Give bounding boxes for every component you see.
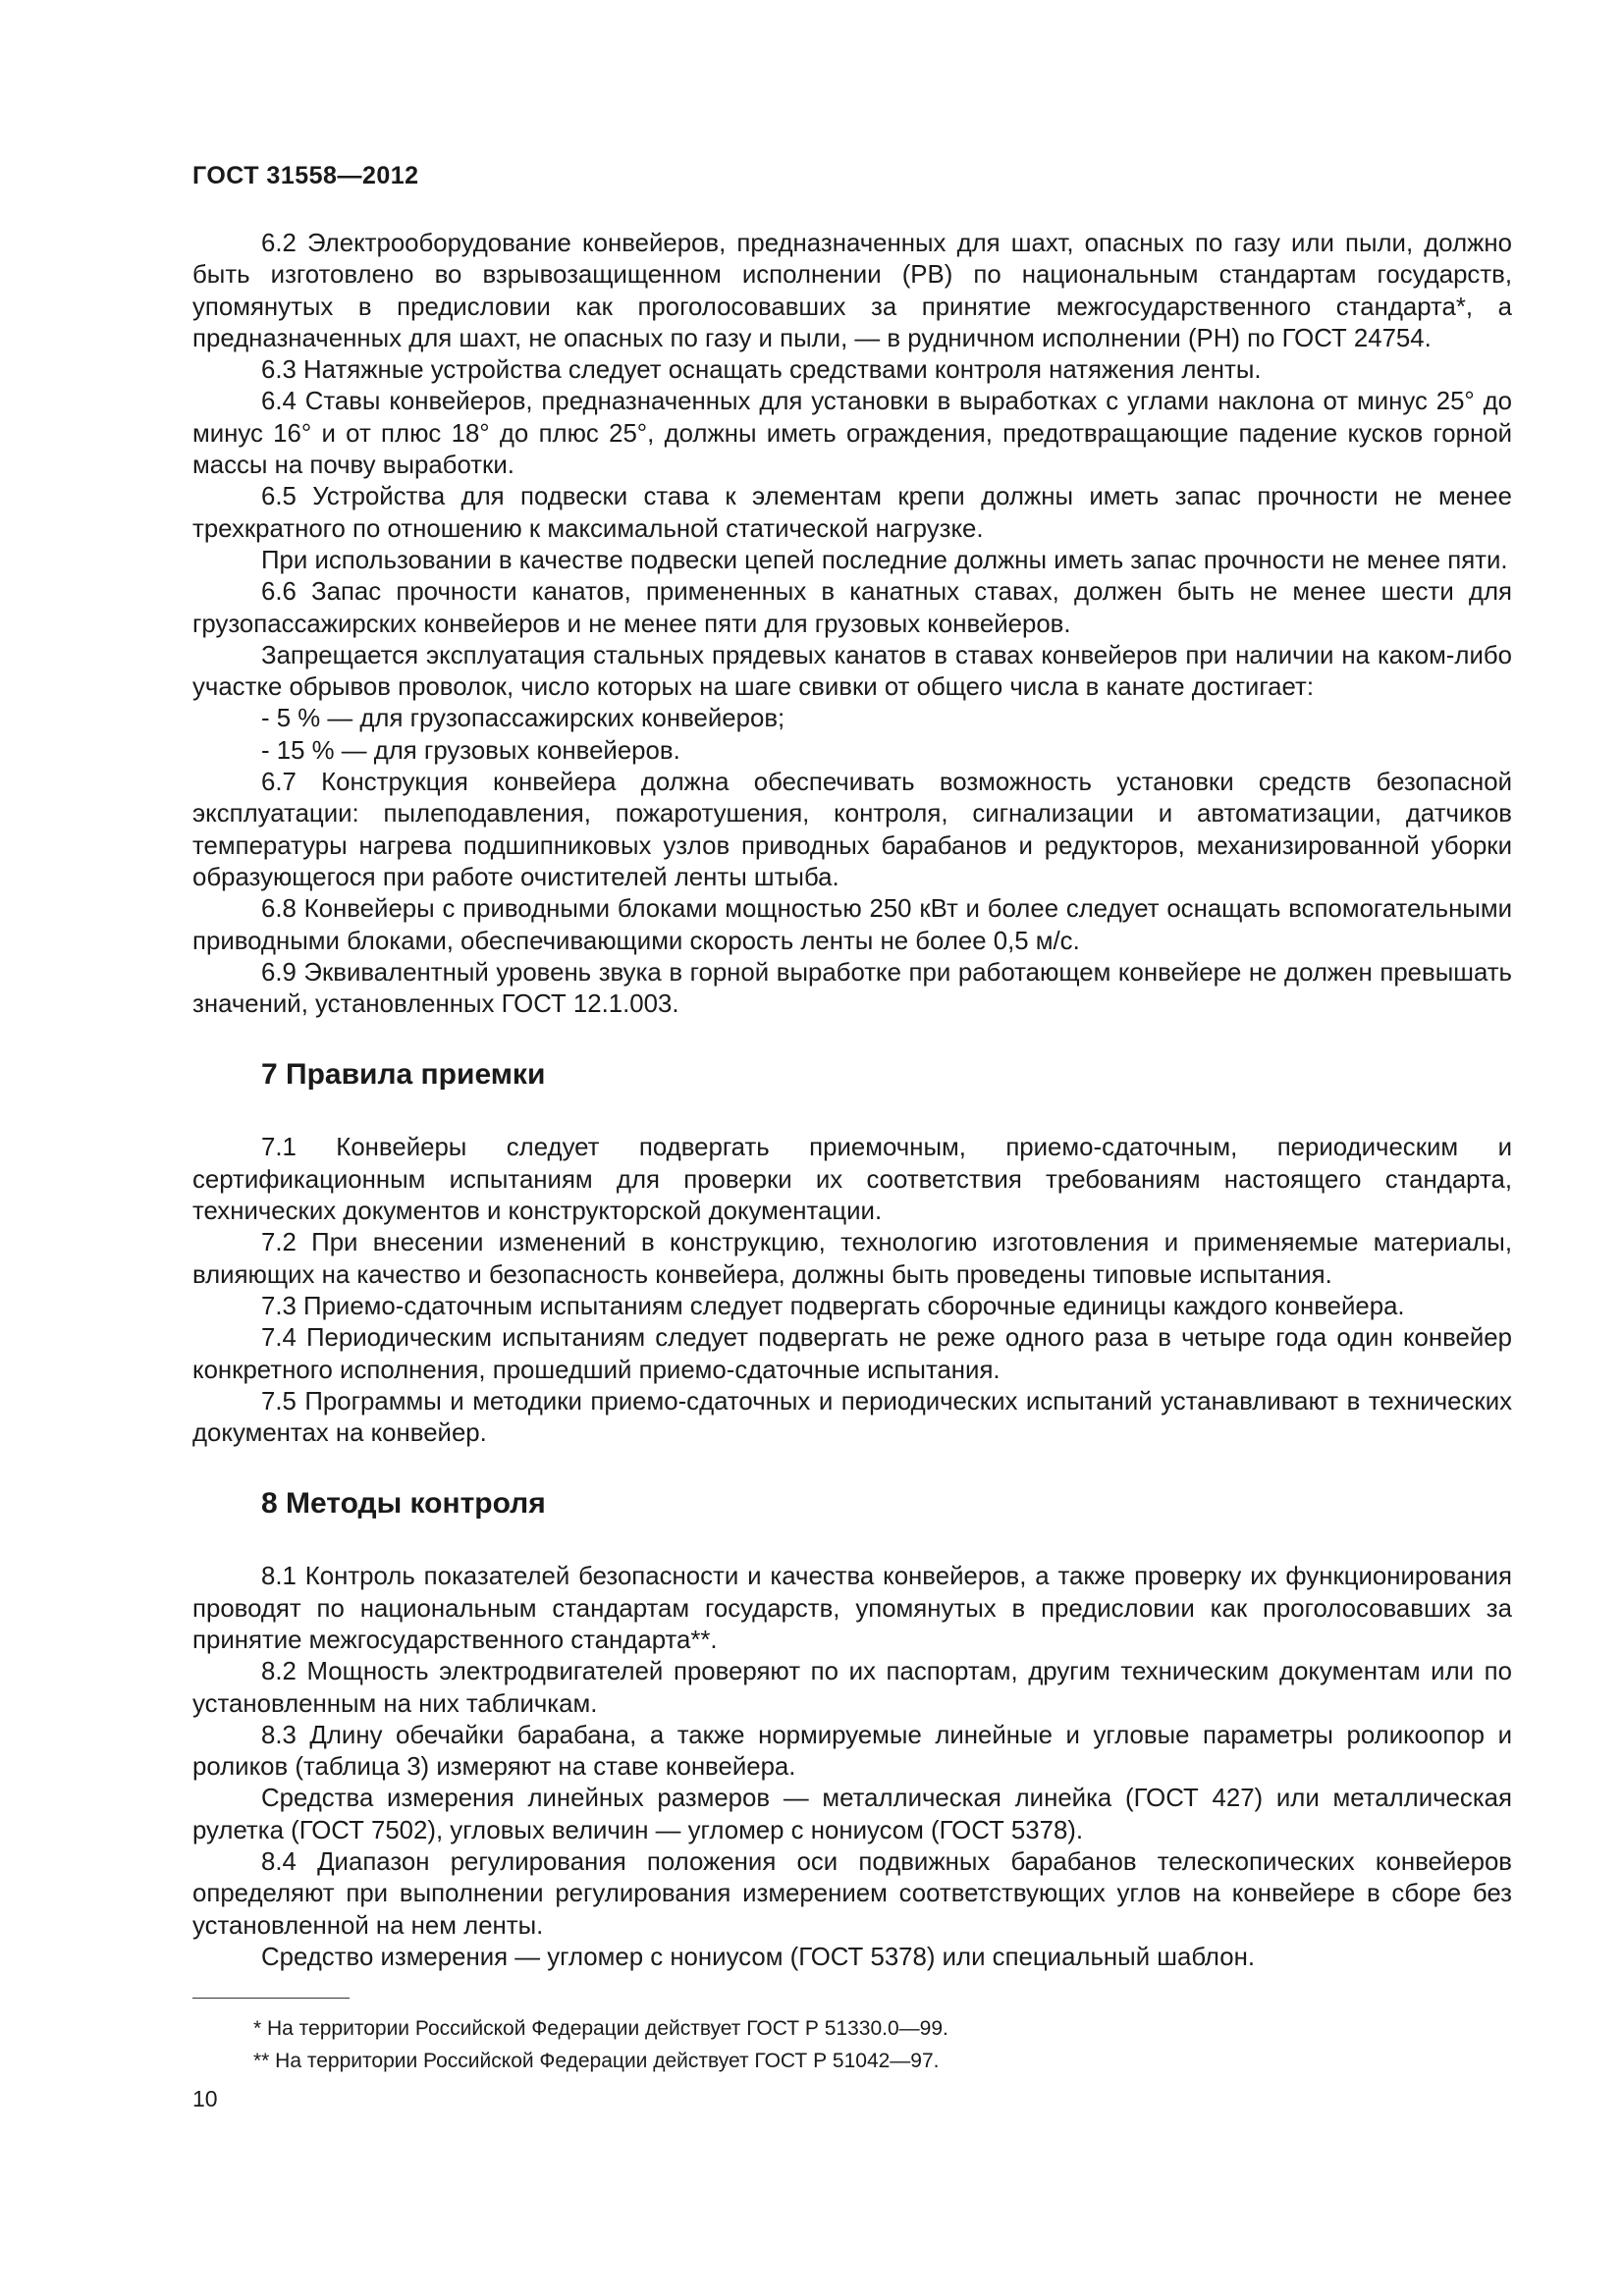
paragraph-6-6: 6.6 Запас прочности канатов, примененных в канатных ставах, должен быть не менее шести для грузопассажирских конвейеров и не менее пяти для грузовых конвейеров. bbox=[192, 578, 1512, 638]
list-item-15-percent: - 15 % — для грузовых конвейеров. bbox=[261, 736, 680, 765]
paragraph-8-4: 8.4 Диапазон регулирования положения оси подвижных барабанов телескопических конвейеров определяют при выполнении регулирования измерением соответствующих углов на конвейере в сборе без установленной на нем ленты. bbox=[192, 1848, 1512, 1940]
section-7 bbox=[192, 1057, 1512, 1449]
section-6 bbox=[192, 228, 1512, 1020]
paragraph-7-5: 7.5 Программы и методики приемо-сдаточных и периодических испытаний устанавливают в технических документах на конвейер. bbox=[192, 1387, 1512, 1448]
section-title-8: 8 Методы контроля bbox=[261, 1487, 546, 1521]
paragraph-8-3-instruments: Средства измерения линейных размеров — металлическая линейка (ГОСТ 427) или металлическая рулетка (ГОСТ 7502), угловых величин — угломер с нониусом (ГОСТ 5378). bbox=[192, 1785, 1512, 1844]
paragraph-7-2: 7.2 При внесении изменений в конструкцию, технологию изготовления и применяемые материалы, влияющих на качество и безопасность конвейера, должны быть проведены типовые испытания. bbox=[192, 1229, 1512, 1289]
paragraph-7-3: 7.3 Приемо-сдаточным испытаниям следует подвергать сборочные единицы каждого конвейера. bbox=[261, 1292, 1405, 1320]
section-8 bbox=[192, 1486, 1512, 1973]
paragraph-6-2: 6.2 Электрооборудование конвейеров, предназначенных для шахт, опасных по газу или пыли, должно быть изготовлено во взрывозащищенном исполнении (РВ) по национальным стандартам государств, упомянутых в предисловии как проголосовавших за принятие межгосударственного стандарта*, а предназначенных для шахт, не опасных по газу и пыли, — в рудничном исполнении (РН) по ГОСТ 24754. bbox=[192, 230, 1512, 352]
paragraph-6-7: 6.7 Конструкция конвейера должна обеспечивать возможность установки средств безопасной эксплуатации: пылеподавления, пожаротушения, контроля, сигнализации и автоматизации, датчиков температуры нагрева подшипниковых узлов приводных барабанов и редукторов, механизированной уборки образующегося при работе очистителей ленты штыба. bbox=[192, 769, 1512, 891]
footnote-2: ** На территории Российской Федерации действует ГОСТ Р 51042—97. bbox=[253, 2050, 940, 2072]
footnote-1: * На территории Российской Федерации действует ГОСТ Р 51330.0—99. bbox=[253, 2017, 948, 2040]
paragraph-6-8: 6.8 Конвейеры с приводными блоками мощностью 250 кВт и более следует оснащать вспомогательными приводными блоками, обеспечивающими скорость ленты не более 0,5 м/с. bbox=[192, 895, 1512, 955]
paragraph-8-2: 8.2 Мощность электродвигателей проверяют по их паспортам, другим техническим документам или по установленным на них табличкам. bbox=[192, 1658, 1512, 1718]
footnotes bbox=[192, 2012, 1512, 2077]
paragraph-6-5: 6.5 Устройства для подвески става к элементам крепи должны иметь запас прочности не менее трехкратного по отношению к максимальной статической нагрузке. bbox=[192, 483, 1512, 543]
paragraph-7-1: 7.1 Конвейеры следует подвергать приемочным, приемо-сдаточным, периодическим и сертификационным испытаниям для проверки их соответствия требованиям настоящего стандарта, технических документов и конструкторской документации. bbox=[192, 1134, 1512, 1226]
paragraph-6-3: 6.3 Натяжные устройства следует оснащать средствами контроля натяжения ленты. bbox=[261, 356, 1262, 385]
paragraph-6-6-ropes: Запрещается эксплуатация стальных прядевых канатов в ставах конвейеров при наличии на каком-либо участке обрывов проволок, число которых на шаге свивки от общего числа в канате достигает: bbox=[192, 641, 1512, 702]
footnote-divider bbox=[192, 1998, 350, 1999]
document-header: ГОСТ 31558—2012 bbox=[192, 162, 419, 189]
paragraph-6-5-chains: При использовании в качестве подвески цепей последние должны иметь запас прочности не менее пяти. bbox=[261, 546, 1508, 574]
paragraph-6-4: 6.4 Ставы конвейеров, предназначенных для установки в выработках с углами наклона от минус 25° до минус 16° и от плюс 18° до плюс 25°, должны иметь ограждения, предотвращающие падение кусков горной массы на почву выработки. bbox=[192, 388, 1512, 480]
list-item-5-percent: - 5 % — для грузопассажирских конвейеров; bbox=[261, 705, 785, 733]
paragraph-8-3: 8.3 Длину обечайки барабана, а также нормируемые линейные и угловые параметры роликоопор и роликов (таблица 3) измеряют на ставе конвейера. bbox=[192, 1721, 1512, 1782]
paragraph-8-1: 8.1 Контроль показателей безопасности и качества конвейеров, а также проверку их функционирования проводят по национальным стандартам государств, упомянутых в предисловии как проголосовавших за принятие межгосударственного стандарта**. bbox=[192, 1563, 1512, 1654]
paragraph-6-9: 6.9 Эквивалентный уровень звука в горной выработке при работающем конвейере не должен превышать значений, установленных ГОСТ 12.1.003. bbox=[192, 958, 1512, 1019]
paragraph-7-4: 7.4 Периодическим испытаниям следует подвергать не реже одного раза в четыре года один конвейер конкретного исполнения, прошедший приемо-сдаточные испытания. bbox=[192, 1324, 1512, 1384]
page-number: 10 bbox=[192, 2086, 218, 2111]
paragraph-8-4-instrument: Средство измерения — угломер с нониусом (ГОСТ 5378) или специальный шаблон. bbox=[261, 1943, 1256, 1971]
section-title-7: 7 Правила приемки bbox=[261, 1058, 546, 1092]
document-body bbox=[192, 228, 1512, 1973]
